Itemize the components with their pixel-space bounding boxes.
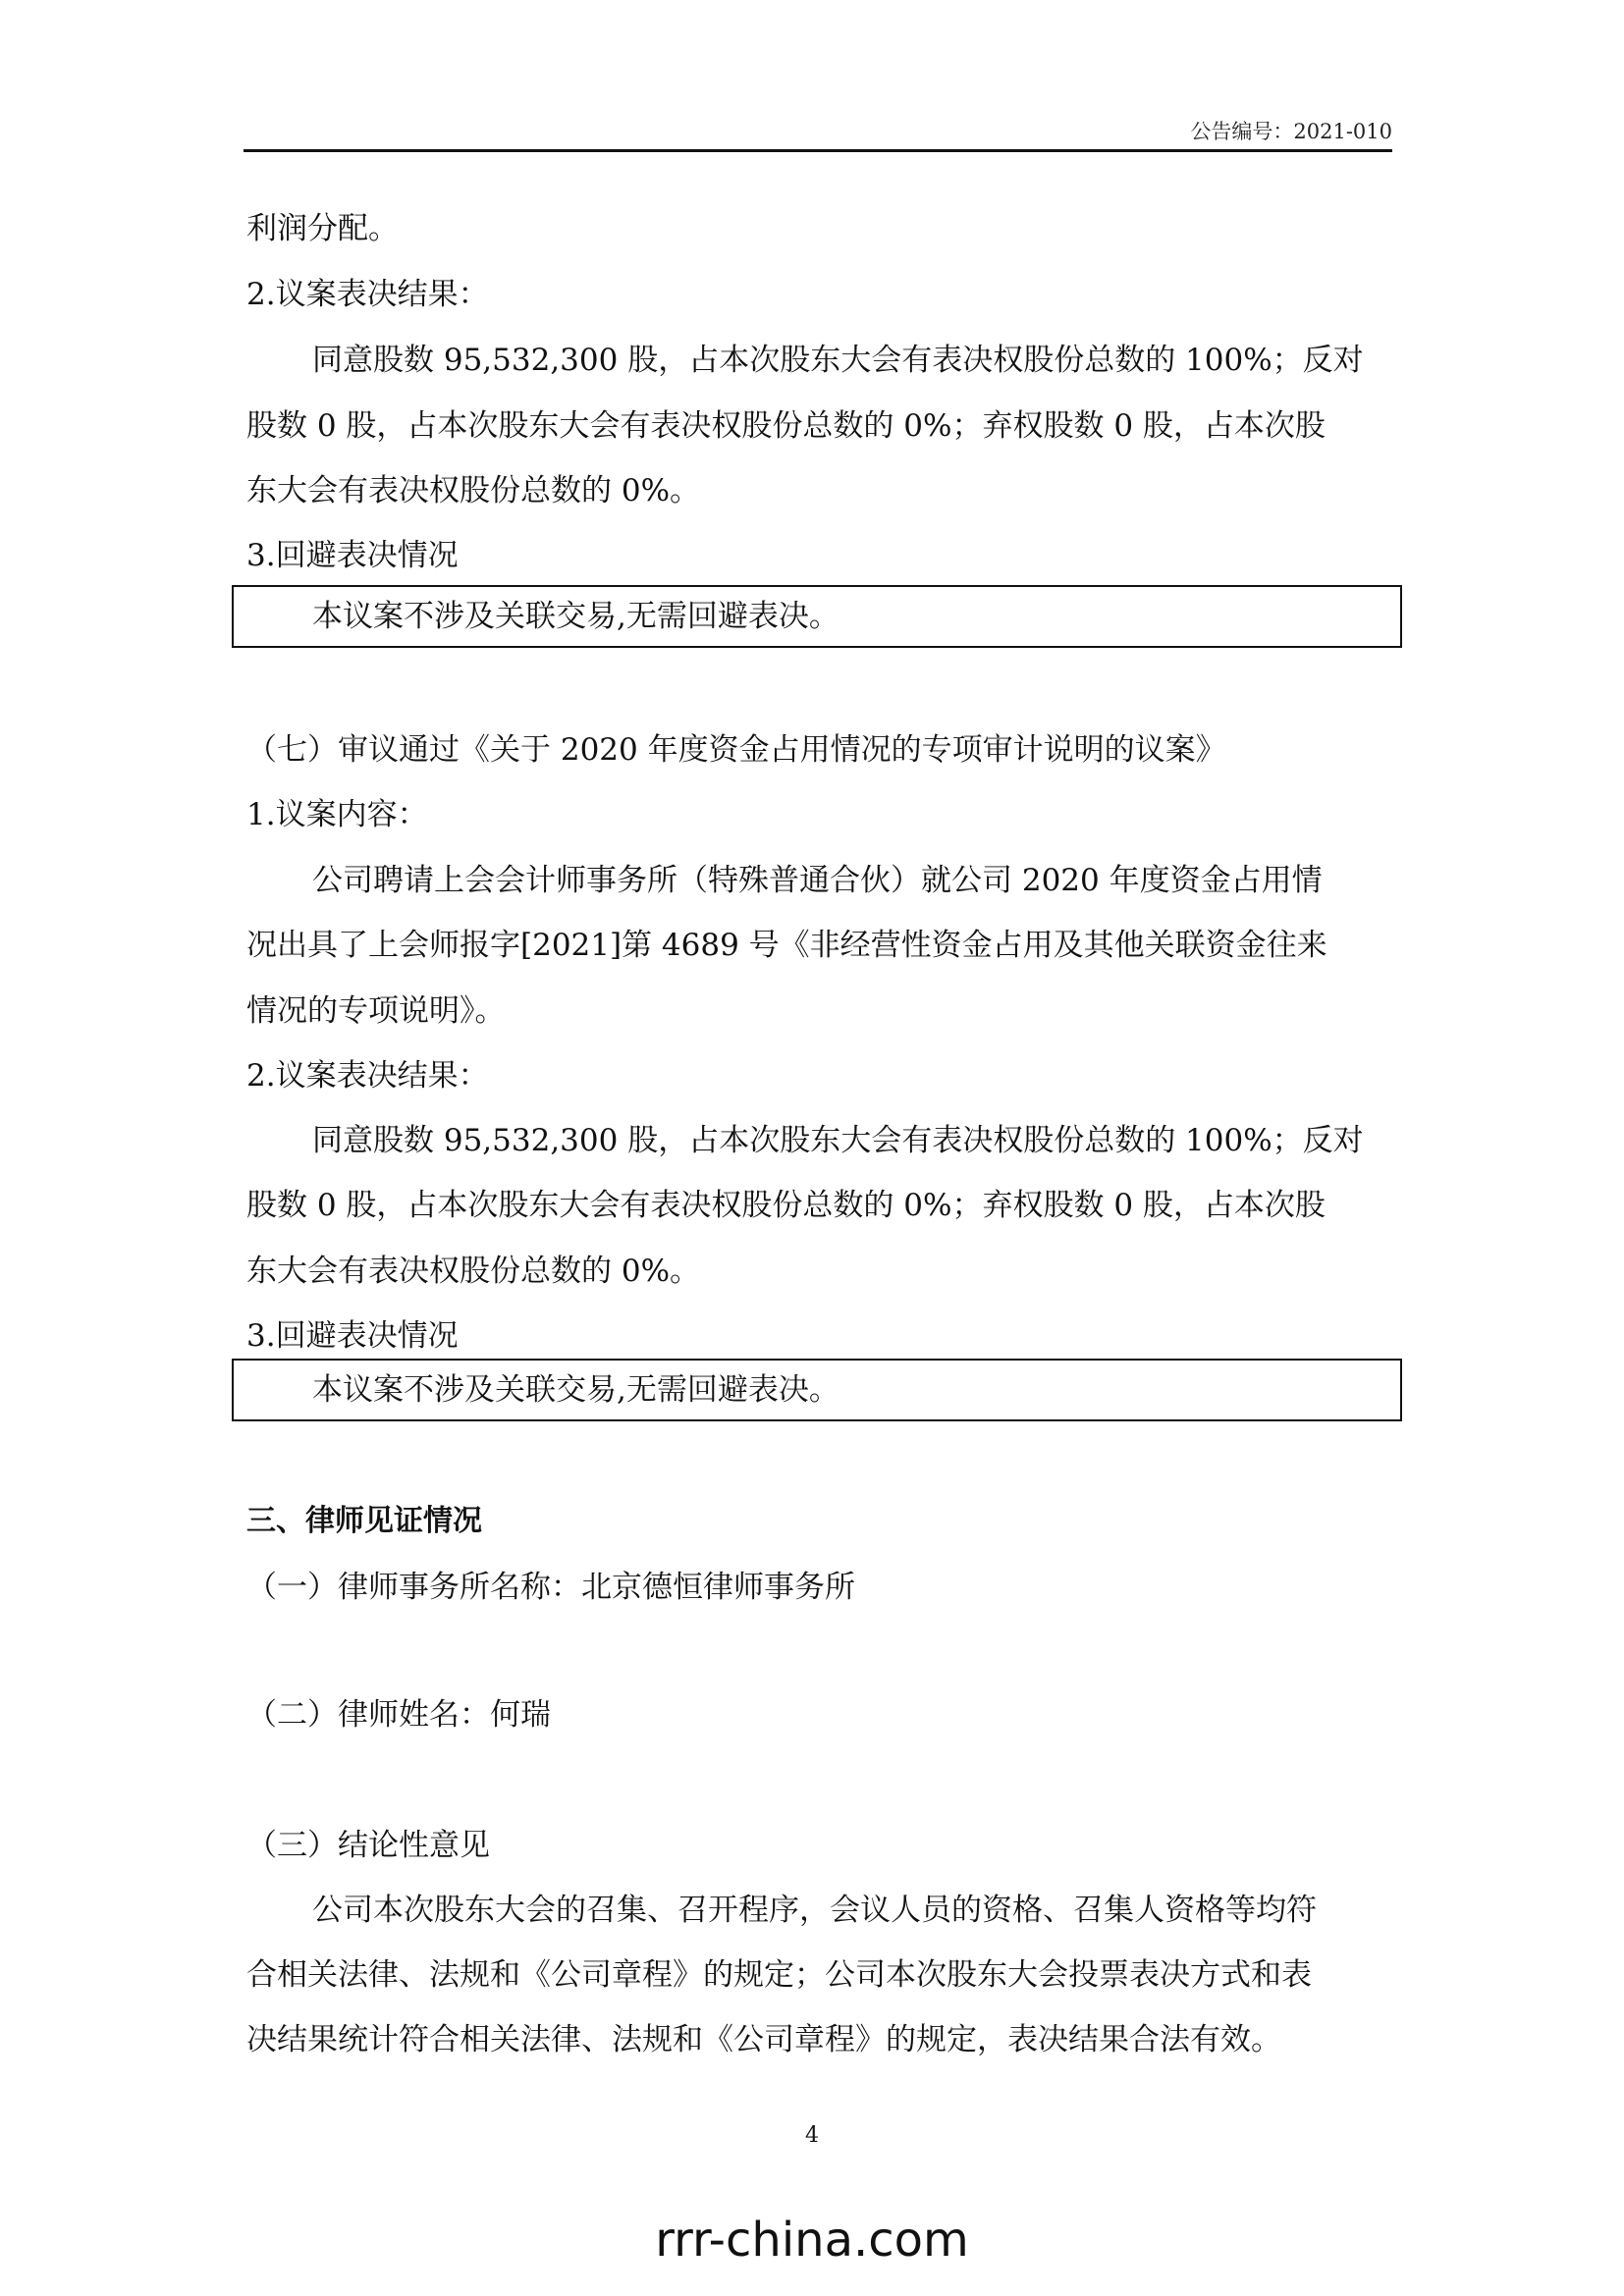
- proposal7-content-line-3: 情况的专项说明》。: [246, 993, 506, 1029]
- proposal7-avoid-text: 本议案不涉及关联交易,无需回避表决。: [312, 1372, 839, 1408]
- proposal7-result-line-3: 东大会有表决权股份总数的 0%。: [246, 1254, 701, 1289]
- law-firm-name: （一）律师事务所名称：北京德恒律师事务所: [246, 1570, 855, 1605]
- conclusion-line-2: 合相关法律、法规和《公司章程》的规定；公司本次股东大会投票表决方式和表: [246, 1957, 1312, 1993]
- proposal6-result-line-3: 东大会有表决权股份总数的 0%。: [246, 473, 701, 508]
- proposal6-avoid-text: 本议案不涉及关联交易,无需回避表决。: [312, 599, 839, 634]
- proposal7-result-line-2: 股数 0 股，占本次股东大会有表决权股份总数的 0%；弃权股数 0 股，占本次股: [246, 1188, 1326, 1223]
- proposal7-content-line-1: 公司聘请上会会计师事务所（特殊普通合伙）就公司 2020 年度资金占用情: [312, 863, 1323, 898]
- proposal7-avoid-heading: 3.回避表决情况: [246, 1318, 459, 1354]
- proposal7-title: （七）审议通过《关于 2020 年度资金占用情况的专项审计说明的议案》: [246, 732, 1226, 768]
- proposal6-result-line-2: 股数 0 股，占本次股东大会有表决权股份总数的 0%；弃权股数 0 股，占本次股: [246, 408, 1326, 444]
- proposal7-result-heading: 2.议案表决结果：: [246, 1058, 489, 1094]
- conclusion-line-3: 决结果统计符合相关法律、法规和《公司章程》的规定，表决结果合法有效。: [246, 2022, 1281, 2057]
- proposal7-content-line-2: 况出具了上会师报字[2021]第 4689 号《非经营性资金占用及其他关联资金往来: [246, 928, 1327, 963]
- proposal7-result-line-1: 同意股数 95,532,300 股，占本次股东大会有表决权股份总数的 100%；反对: [312, 1123, 1364, 1158]
- page-number: 4: [805, 2123, 819, 2148]
- lawyer-section-title: 三、律师见证情况: [246, 1504, 482, 1538]
- proposal6-avoid-heading: 3.回避表决情况: [246, 538, 459, 573]
- conclusion-heading: （三）结论性意见: [246, 1828, 490, 1863]
- conclusion-line-1: 公司本次股东大会的召集、召开程序，会议人员的资格、召集人资格等均符: [312, 1893, 1317, 1928]
- proposal6-avoid-box: [232, 585, 1402, 648]
- proposal6-result-line-1: 同意股数 95,532,300 股，占本次股东大会有表决权股份总数的 100%；反对: [312, 343, 1364, 378]
- lawyer-names: （二）律师姓名：何瑞: [246, 1697, 551, 1733]
- proposal6-result-heading: 2.议案表决结果：: [246, 277, 489, 312]
- proposal7-avoid-box: [232, 1359, 1402, 1421]
- announcement-number: 公告编号：2021-010: [1190, 120, 1392, 143]
- header-rule: [244, 149, 1392, 152]
- watermark-text: rrr-china.com: [655, 2213, 969, 2268]
- proposal7-content-heading: 1.议案内容：: [246, 797, 428, 832]
- proposal6-content-continued: 利润分配。: [246, 211, 399, 246]
